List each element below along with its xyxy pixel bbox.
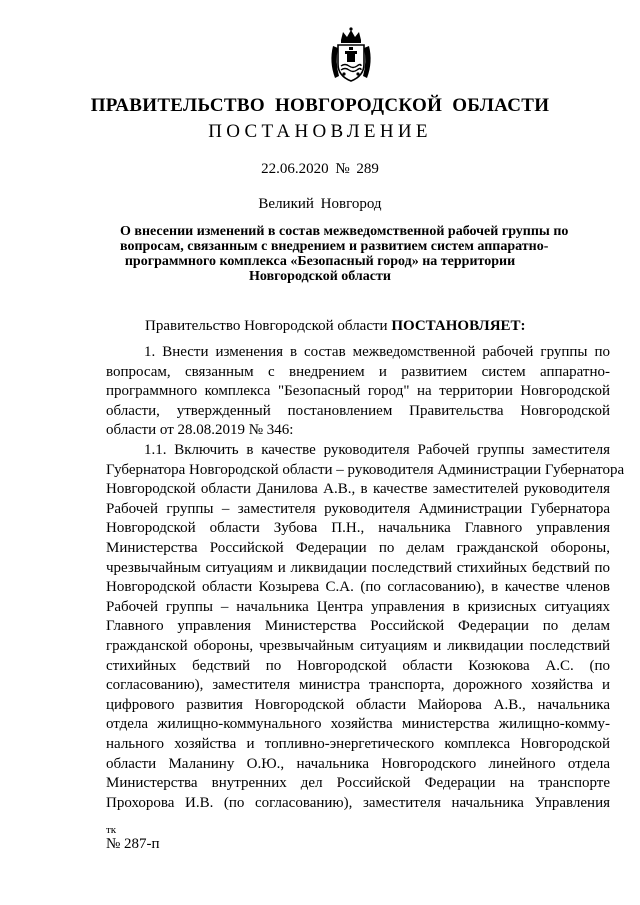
paragraph-line: отдела жилищно-коммунального хозяйства министерства жилищно-комму- xyxy=(106,716,610,733)
paragraph-line: Прохорова И.В. (по согласованию), заместителя начальника Управления xyxy=(106,794,610,811)
paragraph-line: 1.1. Включить в качестве руководителя Рабочей группы заместителя xyxy=(144,442,610,458)
document-date-number: 22.06.2020 № 289 xyxy=(261,161,379,177)
paragraph-line: Новгородской области Зубова П.Н., начальника Главного управления xyxy=(106,520,610,537)
paragraph-line: Министерства Российской Федерации по делам гражданской обороны, xyxy=(106,539,610,556)
paragraph-line: Рабочей группы – заместителя руководителя Администрации Губернатора xyxy=(106,500,610,517)
footer-document-number: № 287-п xyxy=(106,836,160,852)
paragraph-line: гражданской обороны, чрезвычайным ситуациям и ликвидации последствий xyxy=(106,637,610,654)
paragraph-line: стихийных бедствий по Новгородской области Козюкова А.С. (по xyxy=(106,657,610,674)
subject-line: программного комплекса «Безопасный город» на территории xyxy=(124,254,516,269)
paragraph-line: чрезвычайным ситуациям и ликвидации последствий стихийных бедствий по xyxy=(106,559,610,576)
subject-line: вопросам, связанным с внедрением и развитием систем аппаратно- xyxy=(120,239,549,254)
document-subject xyxy=(120,224,569,284)
paragraph-line: нального хозяйства и топливно-энергетического комплекса Новгородской xyxy=(106,735,610,752)
decree-intro-text: Правительство Новгородской области xyxy=(145,318,392,334)
paragraph-1 xyxy=(106,343,610,441)
paragraph-line: согласованию), заместителя министра транспорта, дорожного хозяйства и xyxy=(106,677,610,694)
decree-intro xyxy=(145,318,526,335)
document-type: ПОСТАНОВЛЕНИЕ xyxy=(208,121,432,142)
coat-of-arms-icon xyxy=(327,26,375,84)
paragraph-line: программного комплекса "Безопасный город" на территории Новгородской xyxy=(106,383,610,400)
decree-keyword: ПОСТАНОВЛЯЕТ: xyxy=(391,318,526,334)
paragraph-line: Новгородской области Козырева С.А. (по согласованию), в качестве членов xyxy=(106,579,610,596)
paragraph-line: Министерства внутренних дел Российской Федерации на транспорте xyxy=(106,775,610,792)
paragraph-line: 1. Внести изменения в состав межведомственной рабочей группы по xyxy=(144,344,610,360)
government-title: ПРАВИТЕЛЬСТВО НОВГОРОДСКОЙ ОБЛАСТИ xyxy=(90,95,550,116)
paragraph-line: вопросам, связанным с внедрением и развитием систем аппаратно- xyxy=(106,363,610,380)
paragraph-line: Новгородской области Данилова А.В., в качестве заместителей руководителя xyxy=(106,481,610,498)
subject-line: О внесении изменений в состав межведомственной рабочей группы по xyxy=(120,224,569,239)
paragraph-line: области, утвержденный постановлением Правительства Новгородской xyxy=(106,402,610,419)
paragraph-1-1 xyxy=(106,441,625,813)
document-city: Великий Новгород xyxy=(258,196,382,212)
paragraph-line: Главного управления Министерства Российской Федерации по делам xyxy=(106,618,610,635)
footer-code: тк xyxy=(106,824,117,836)
paragraph-line: Рабочей группы – начальника Центра управления в кризисных ситуациях xyxy=(106,598,610,615)
paragraph-line: области Маланину О.Ю., начальника Новгородского линейного отдела xyxy=(106,755,610,772)
paragraph-line: области от 28.08.2019 № 346: xyxy=(106,422,294,439)
paragraph-line: цифрового развития Новгородской области Майорова А.В., начальника xyxy=(106,696,610,713)
subject-line: Новгородской области xyxy=(249,269,391,284)
paragraph-line: Губернатора Новгородской области – руководителя Администрации Губернатора xyxy=(106,461,625,478)
